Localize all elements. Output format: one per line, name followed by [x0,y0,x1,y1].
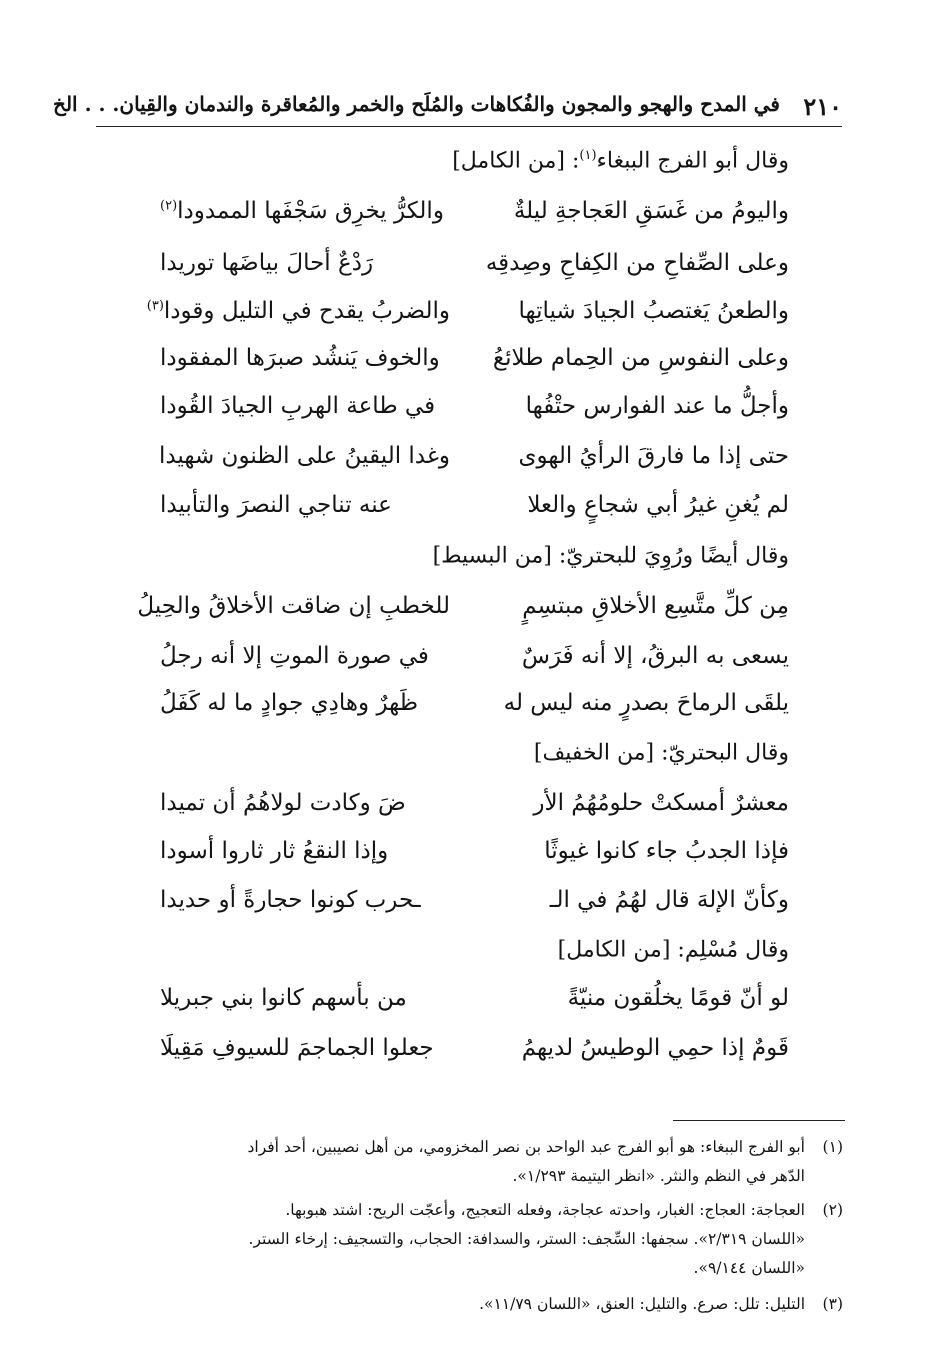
verse-first-hemistich: قَومٌ إذا حمِي الوطيسُ لديهمُ [521,1035,789,1061]
verse-second-hemistich: للخطبِ إن ضاقت الأخلاقُ والحِيلُ [137,593,450,619]
verse-first-hemistich: فإذا الجدبُ جاء كانوا غيوثًا [544,838,789,864]
verse-first-hemistich: واليومُ من غَسَقِ العَجاجةِ ليلةٌ [513,198,789,224]
verse-second-hemistich: جعلوا الجماجمَ للسيوفِ مَقِيلَا [160,1035,434,1061]
footnote-ref: (٣) [146,298,164,314]
footnote-line: الدّهر في النظم والنثر. «انظر اليتيمة ١/٢٩٣». [512,1167,805,1185]
verse-second-hemistich: عنه تناجي النصرَ والتأبيدا [160,492,392,518]
footnote-line: العجاجة: العجاج: الغبار، واحدته عجاجة، وفعله التعجيج، وأعجّت الريح: اشتد هبوبها. [285,1201,805,1219]
footnote [99,1196,843,1283]
verse-second-hemistich: من بأسهم كانوا بني جبريلا [160,985,407,1011]
verse-second-hemistich: وغدا اليقينُ على الظنون شهيدا [158,443,450,469]
footnote [99,1133,843,1191]
verse-second-hemistich: في طاعة الهربِ الجيادَ القُودا [160,393,436,419]
verse-second-hemistich: رَدْعٌ أحالَ بياضَها توريدا [160,250,374,276]
footnote-line: التليل: تلل: صرع. والتليل: العنق، «اللسان ١١/٧٩». [479,1295,805,1313]
footnote-line: «اللسان ٩/١٤٤». [693,1259,805,1277]
section-intro: وقال البحتريّ: [من الخفيف] [533,740,789,766]
verse-second-hemistich: والخوف يَنشُد صبرَها المفقودا [160,345,440,371]
footnote-line: أبو الفرج الببغاء: هو أبو الفرج عبد الواحد بن نصر المخزومي، من أهل نصيبين، أحد أفراد [247,1138,805,1156]
verse-first-hemistich: يلقَى الرماحَ بصدرٍ منه ليس له [503,690,789,716]
verse-first-hemistich: وكأنّ الإلهَ قال لهُمُ في الـ [549,887,789,913]
verse-first-hemistich: لم يُغنِ غيرُ أبي شجاعٍ والعلا [527,492,789,518]
verse-second-hemistich: والضربُ يقدح في التليل وقودا$^{(٣)}$ [146,298,450,324]
verse-second-hemistich: في صورة الموتِ إلا أنه رجلُ [160,643,429,669]
footnote-ref: (٢) [160,198,178,214]
footnote-number: (٢) [822,1201,843,1219]
verse-first-hemistich: لو أنّ قومًا يخلُقون منيّةً [567,985,789,1011]
verse-first-hemistich: مِن كلِّ متَّسِع الأخلاقِ مبتسِمٍ [522,593,789,619]
verse-second-hemistich: ـحرب كونوا حجارةً أو حديدا [160,887,421,913]
footnote-number: (٣) [822,1295,843,1313]
verse-second-hemistich: ضَ وكادت لولاهُمُ أن تميدا [160,790,406,816]
footnote-divider [673,1120,845,1121]
verse-first-hemistich: وعلى الصِّفاحِ من الكِفاحِ وصِدقِه [485,250,789,276]
page-header [53,92,842,127]
page-number: ٢١٠ [803,92,842,121]
footnote [99,1290,843,1319]
verse-first-hemistich: معشرٌ أمسكتْ حلومُهُمُ الأر [533,790,789,816]
section-intro: وقال مُسْلِم: [من الكامل] [557,937,789,963]
section-intro: وقال أبو الفرج الببغاء$^{(١)}$: [من الكامل] [452,148,789,174]
footnote-ref: (١) [579,148,597,163]
section-intro: وقال أيضًا ورُوِيَ للبحتريّ: [من البسيط] [432,543,789,569]
verse-second-hemistich: والكرُّ يخرِق سَجْفَها الممدودا$^{(٢)}$ [160,198,444,224]
footnote-line: «اللسان ٢/٣١٩». سجفها: السِّجف: الستر، والسدافة: الحجاب، والتسجيف: إرخاء الستر. [248,1230,805,1248]
verse-second-hemistich: وإذا النقعُ ثار ثاروا أسودا [160,838,389,864]
footnote-number: (١) [822,1138,843,1156]
verse-first-hemistich: يسعى به البرقُ، إلا أنه فَرَسٌ [521,643,789,669]
running-title: في المدح والهجو والمجون والفُكاهات والمُلَح والخمر والمُعاقرة والندمان والقِيان. . . الخ [53,92,780,116]
verse-first-hemistich: حتى إذا ما فارقَ الرأيُ الهوى [518,443,789,469]
verse-first-hemistich: والطعنُ يَغتصبُ الجيادَ شياتِها [518,298,789,324]
verse-second-hemistich: ظَهرٌ وهادِي جوادٍ ما له كَفَلُ [160,690,419,716]
verse-first-hemistich: وعلى النفوسِ من الحِمام طلائعُ [492,345,789,371]
verse-first-hemistich: وأجلُّ ما عند الفوارس حتْفُها [525,393,789,419]
